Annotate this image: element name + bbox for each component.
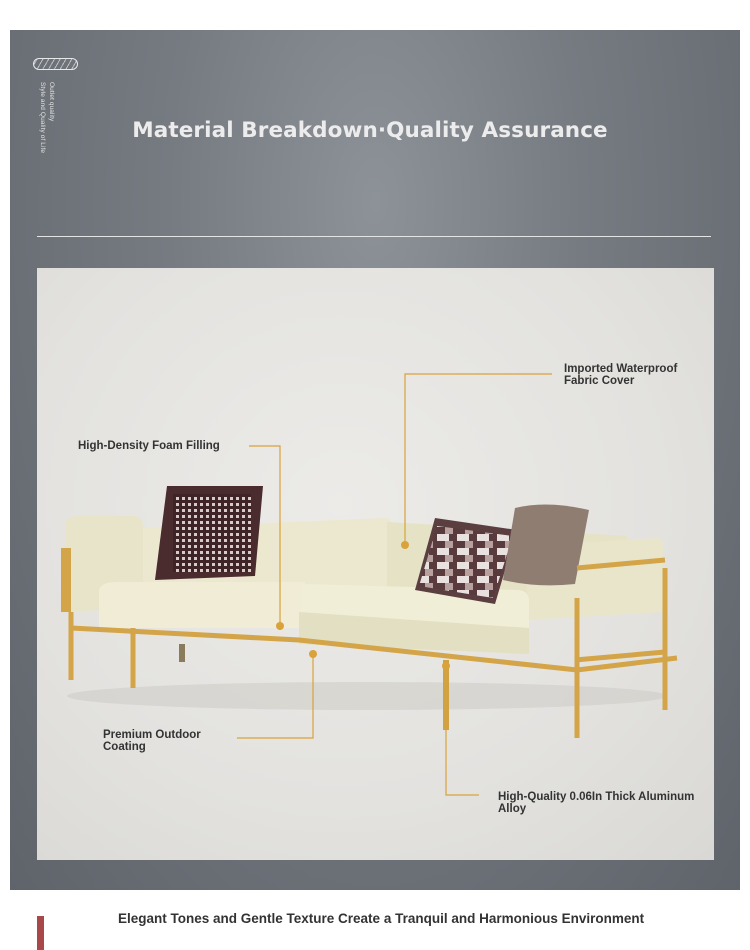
callout-foam: High-Density Foam Filling [78, 440, 220, 452]
sofa-illustration [37, 268, 714, 860]
callout-frame: High-Quality 0.06In Thick Aluminum Alloy [498, 791, 695, 815]
callout-coating-line-2: Coating [103, 741, 146, 753]
callout-coating-line-1: Premium Outdoor [103, 729, 201, 741]
brand-line-1: Outlet quality [48, 82, 55, 122]
title-divider [37, 236, 711, 237]
product-photo [37, 268, 714, 860]
brand-line-2: Style and Quality of Life [39, 82, 46, 154]
callout-fabric-line-2: Fabric Cover [564, 375, 635, 387]
brand-logo-icon [33, 58, 78, 70]
page-title: Material Breakdown·Quality Assurance [132, 118, 608, 143]
top-margin [0, 0, 750, 30]
accent-bar [37, 916, 44, 950]
footer-tagline: Elegant Tones and Gentle Texture Create a Tranquil and Harmonious Environment [118, 911, 645, 926]
callout-fabric [564, 363, 677, 387]
callout-coating [103, 729, 201, 753]
callout-fabric-line-1: Imported Waterproof [564, 363, 678, 375]
dotted-pillow [155, 486, 263, 580]
